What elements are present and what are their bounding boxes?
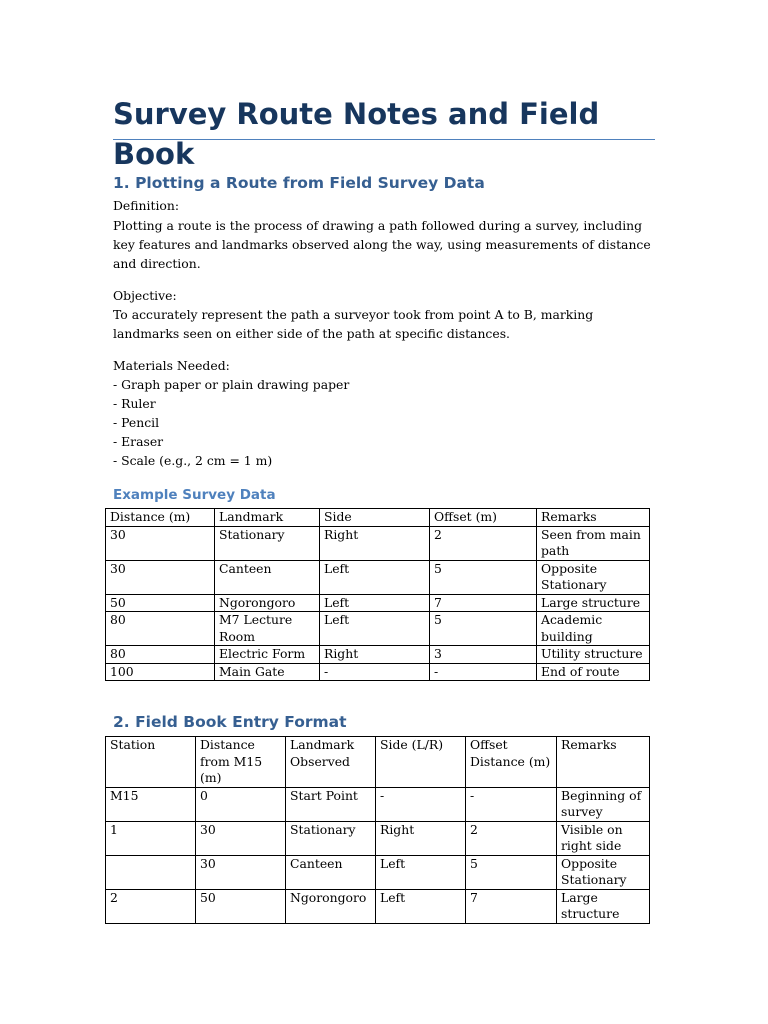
materials-item: - Graph paper or plain drawing paper — [113, 377, 350, 392]
table-cell: Left — [320, 560, 430, 594]
header-cell: Offset (m) — [430, 509, 537, 527]
materials-label: Materials Needed: — [113, 358, 230, 373]
table-row — [106, 663, 650, 681]
table-row — [106, 787, 650, 821]
table-cell: M15 — [106, 787, 196, 821]
table-cell: 5 — [466, 855, 557, 889]
table-cell: Beginning of survey — [557, 787, 650, 821]
table-cell: 2 — [466, 821, 557, 855]
table-cell: 2 — [430, 526, 537, 560]
header-cell: Remarks — [537, 509, 650, 527]
materials-item: - Pencil — [113, 415, 160, 430]
table-row — [106, 560, 650, 594]
table-cell: Right — [376, 821, 466, 855]
table-row — [106, 855, 650, 889]
table-row — [106, 612, 650, 646]
table-row — [106, 889, 650, 923]
materials-list — [113, 375, 349, 470]
objective-label: Objective: — [113, 288, 177, 303]
table-header-row — [106, 509, 650, 527]
table-cell: Canteen — [215, 560, 320, 594]
header-cell: Station — [106, 737, 196, 788]
table-cell: 5 — [430, 560, 537, 594]
section2-heading: 2. Field Book Entry Format — [113, 713, 347, 731]
example-survey-table — [105, 508, 650, 681]
section1-heading: 1. Plotting a Route from Field Survey Data — [113, 174, 485, 192]
table-cell: Left — [320, 612, 430, 646]
objective-text: To accurately represent the path a surveyor took from point A to B, marking landmarks seen on either side of the path at specific distances. — [113, 307, 594, 341]
materials-item: - Scale (e.g., 2 cm = 1 m) — [113, 453, 273, 468]
header-cell: Remarks — [557, 737, 650, 788]
definition-text: Plotting a route is the process of drawing a path followed during a survey, including key features and landmarks observed along the way, using measurements of distance and direction. — [113, 218, 651, 271]
table-row — [106, 594, 650, 612]
header-cell: Side (L/R) — [376, 737, 466, 788]
field-book-table — [105, 736, 650, 924]
table-cell: Utility structure — [537, 646, 650, 664]
header-cell: Side — [320, 509, 430, 527]
table-cell: 30 — [196, 855, 286, 889]
title-divider — [113, 139, 655, 140]
table-cell: 3 — [430, 646, 537, 664]
table-cell: 30 — [106, 526, 215, 560]
table-cell: 30 — [196, 821, 286, 855]
table-cell: Opposite Stationary — [537, 560, 650, 594]
table-header-row — [106, 737, 650, 788]
materials-item: - Ruler — [113, 396, 156, 411]
header-cell: Distance (m) — [106, 509, 215, 527]
header-cell: Distance from M15 (m) — [196, 737, 286, 788]
table-cell: Start Point — [286, 787, 376, 821]
table-cell: Canteen — [286, 855, 376, 889]
materials-item: - Eraser — [113, 434, 164, 449]
table-row — [106, 526, 650, 560]
table-cell: Stationary — [286, 821, 376, 855]
table-cell: - — [430, 663, 537, 681]
table-cell: 0 — [196, 787, 286, 821]
table-cell: - — [376, 787, 466, 821]
table-cell: Left — [320, 594, 430, 612]
table-cell: Left — [376, 889, 466, 923]
table-cell: Right — [320, 526, 430, 560]
table-cell: 5 — [430, 612, 537, 646]
table-cell: 1 — [106, 821, 196, 855]
header-cell: Landmark — [215, 509, 320, 527]
table-cell: 2 — [106, 889, 196, 923]
table-cell: 80 — [106, 612, 215, 646]
table-row — [106, 646, 650, 664]
table-cell: 7 — [430, 594, 537, 612]
table-cell: Ngorongoro — [215, 594, 320, 612]
table-cell: 30 — [106, 560, 215, 594]
table-cell: Seen from main path — [537, 526, 650, 560]
table-cell: Main Gate — [215, 663, 320, 681]
table-cell: Ngorongoro — [286, 889, 376, 923]
table-row — [106, 821, 650, 855]
table-cell: Large structure — [537, 594, 650, 612]
table-cell: Visible on right side — [557, 821, 650, 855]
table-cell: 7 — [466, 889, 557, 923]
table-cell: Left — [376, 855, 466, 889]
table-cell: M7 Lecture Room — [215, 612, 320, 646]
table-cell: Academic building — [537, 612, 650, 646]
header-cell: Landmark Observed — [286, 737, 376, 788]
table-cell: Electric Form — [215, 646, 320, 664]
table-cell: 100 — [106, 663, 215, 681]
table-cell: Large structure — [557, 889, 650, 923]
definition-label: Definition: — [113, 198, 180, 213]
table-cell: Right — [320, 646, 430, 664]
table-cell: - — [320, 663, 430, 681]
table-cell: Stationary — [215, 526, 320, 560]
table-cell: 50 — [196, 889, 286, 923]
table-cell: Opposite Stationary — [557, 855, 650, 889]
table-cell: 50 — [106, 594, 215, 612]
example-survey-heading: Example Survey Data — [113, 487, 276, 503]
table-cell: 80 — [106, 646, 215, 664]
table-cell: End of route — [537, 663, 650, 681]
table-cell — [106, 855, 196, 889]
document-title: Survey Route Notes and Field Book — [113, 97, 600, 171]
table-cell: - — [466, 787, 557, 821]
header-cell: Offset Distance (m) — [466, 737, 557, 788]
